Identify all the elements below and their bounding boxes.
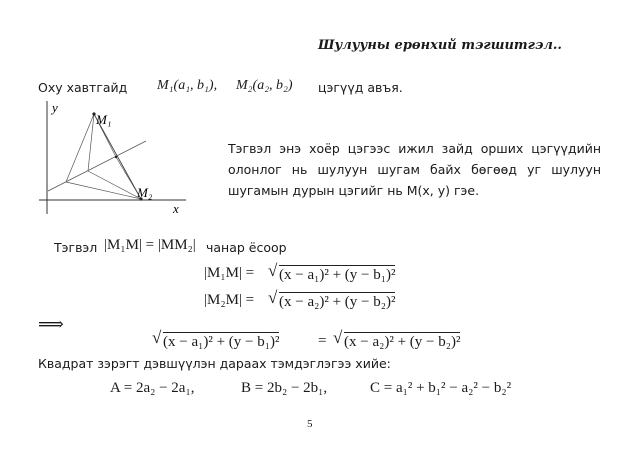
point-m1: M₁(a₁, b₁),	[157, 78, 218, 93]
sqrt-sign: √	[268, 261, 278, 280]
eq1-lhs: |M₁M| =	[204, 265, 255, 281]
bisector-line	[48, 141, 146, 191]
page-title: Шулууны ерөнхий тэгшитгэл..	[318, 38, 562, 53]
intro-suffix: цэгүүд авъя.	[318, 80, 403, 95]
page-number: 5	[307, 418, 313, 430]
sqrt-sign: √	[333, 328, 343, 347]
point-m2: M₂(a₂, b₂)	[236, 78, 293, 93]
description-paragraph: Тэгвэл энэ хоёр цэгээс ижил зайд орших цэгүүдийн олонлог нь шулуун шугам байх бөгөөд уг шулуун шугамын дурын цэгийг нь M(x, y) гэе.	[228, 141, 601, 198]
perpendicular-bisector-figure	[36, 96, 196, 220]
square-text: Квадрат зэрэгт дэвшүүлэн дараах тэмдэглэгээ хийе:	[38, 356, 391, 371]
m2-label: M₂	[137, 185, 153, 200]
line-to-m1	[88, 114, 94, 171]
x-axis-label: x	[173, 201, 179, 216]
eq2-lhs: |M₂M| =	[204, 292, 255, 308]
condition-formula: |M₁M| = |MM₂|	[104, 237, 196, 253]
eq3-left-radicand: (x − a₁)² + (y − b₁)²	[163, 334, 280, 350]
eq2-radicand: (x − a₂)² + (y − b₂)²	[279, 294, 396, 310]
line-to-m2	[66, 182, 141, 199]
sqrt-sign: √	[268, 288, 278, 307]
def-b: B = 2b₂ − 2b₁,	[241, 380, 328, 396]
m1-label: M₁	[96, 112, 112, 127]
condition-suffix: чанар ёсоор	[206, 240, 287, 255]
def-a: A = 2a₂ − 2a₁,	[110, 380, 195, 396]
intro-prefix: Оху хавтгайд	[38, 80, 128, 95]
implies-arrow: ⟹	[38, 314, 64, 334]
condition-text: Тэгвэл	[54, 240, 98, 255]
eq3-right-radicand: (x − a₂)² + (y − b₂)²	[344, 334, 461, 350]
sqrt-sign: √	[152, 328, 162, 347]
def-c: C = a₁² + b₁² − a₂² − b₂²	[370, 380, 512, 396]
eq1-radicand: (x − a₁)² + (y − b₁)²	[279, 267, 396, 283]
eq3-equals: =	[318, 333, 327, 349]
y-axis-label: y	[52, 100, 58, 115]
midpoint	[115, 156, 117, 158]
